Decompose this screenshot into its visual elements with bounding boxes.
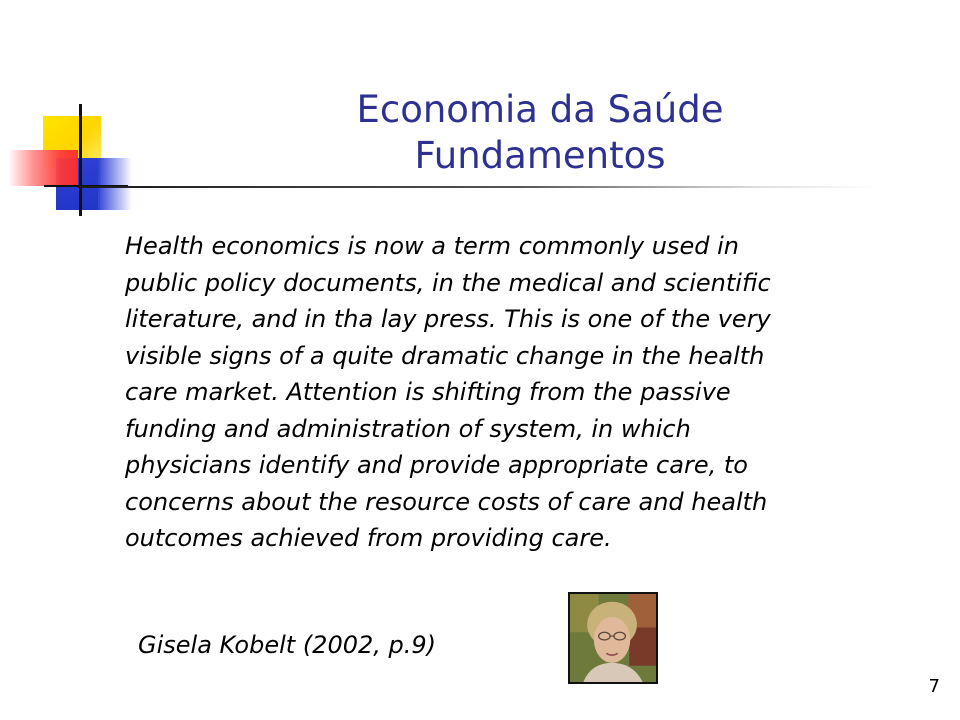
quote-line: care market. Attention is shifting from the passive: [125, 378, 731, 406]
slide-title: [240, 87, 840, 179]
page-number: 7: [928, 676, 940, 697]
logo-vertical-line: [79, 104, 82, 216]
author-photo: [568, 592, 658, 684]
quote-citation: Gisela Kobelt (2002, p.9): [138, 631, 437, 659]
slide-title-line-1: Economia da Saúde: [356, 87, 724, 131]
slide-logo-icon: [0, 0, 140, 230]
quote-text: [125, 228, 895, 557]
quote-line: outcomes achieved from providing care.: [125, 524, 612, 552]
title-divider: [78, 186, 878, 188]
slide-title-line-2: Fundamentos: [414, 133, 666, 177]
quote-line: physicians identify and provide appropriate care, to: [125, 451, 748, 479]
logo-blue-fade: [98, 158, 132, 210]
quote-line: Health economics is now a term commonly used in: [125, 232, 739, 260]
author-portrait-icon: [570, 594, 656, 682]
quote-line: visible signs of a quite dramatic change in the health: [125, 341, 765, 370]
logo-red-bar: [8, 150, 78, 186]
quote-line: literature, and in tha lay press. This is one of the very: [125, 305, 771, 333]
quote-line: concerns about the resource costs of care and health: [125, 487, 768, 516]
quote-line: public policy documents, in the medical and scientific: [125, 268, 771, 297]
quote-line: funding and administration of system, in which: [125, 414, 691, 443]
